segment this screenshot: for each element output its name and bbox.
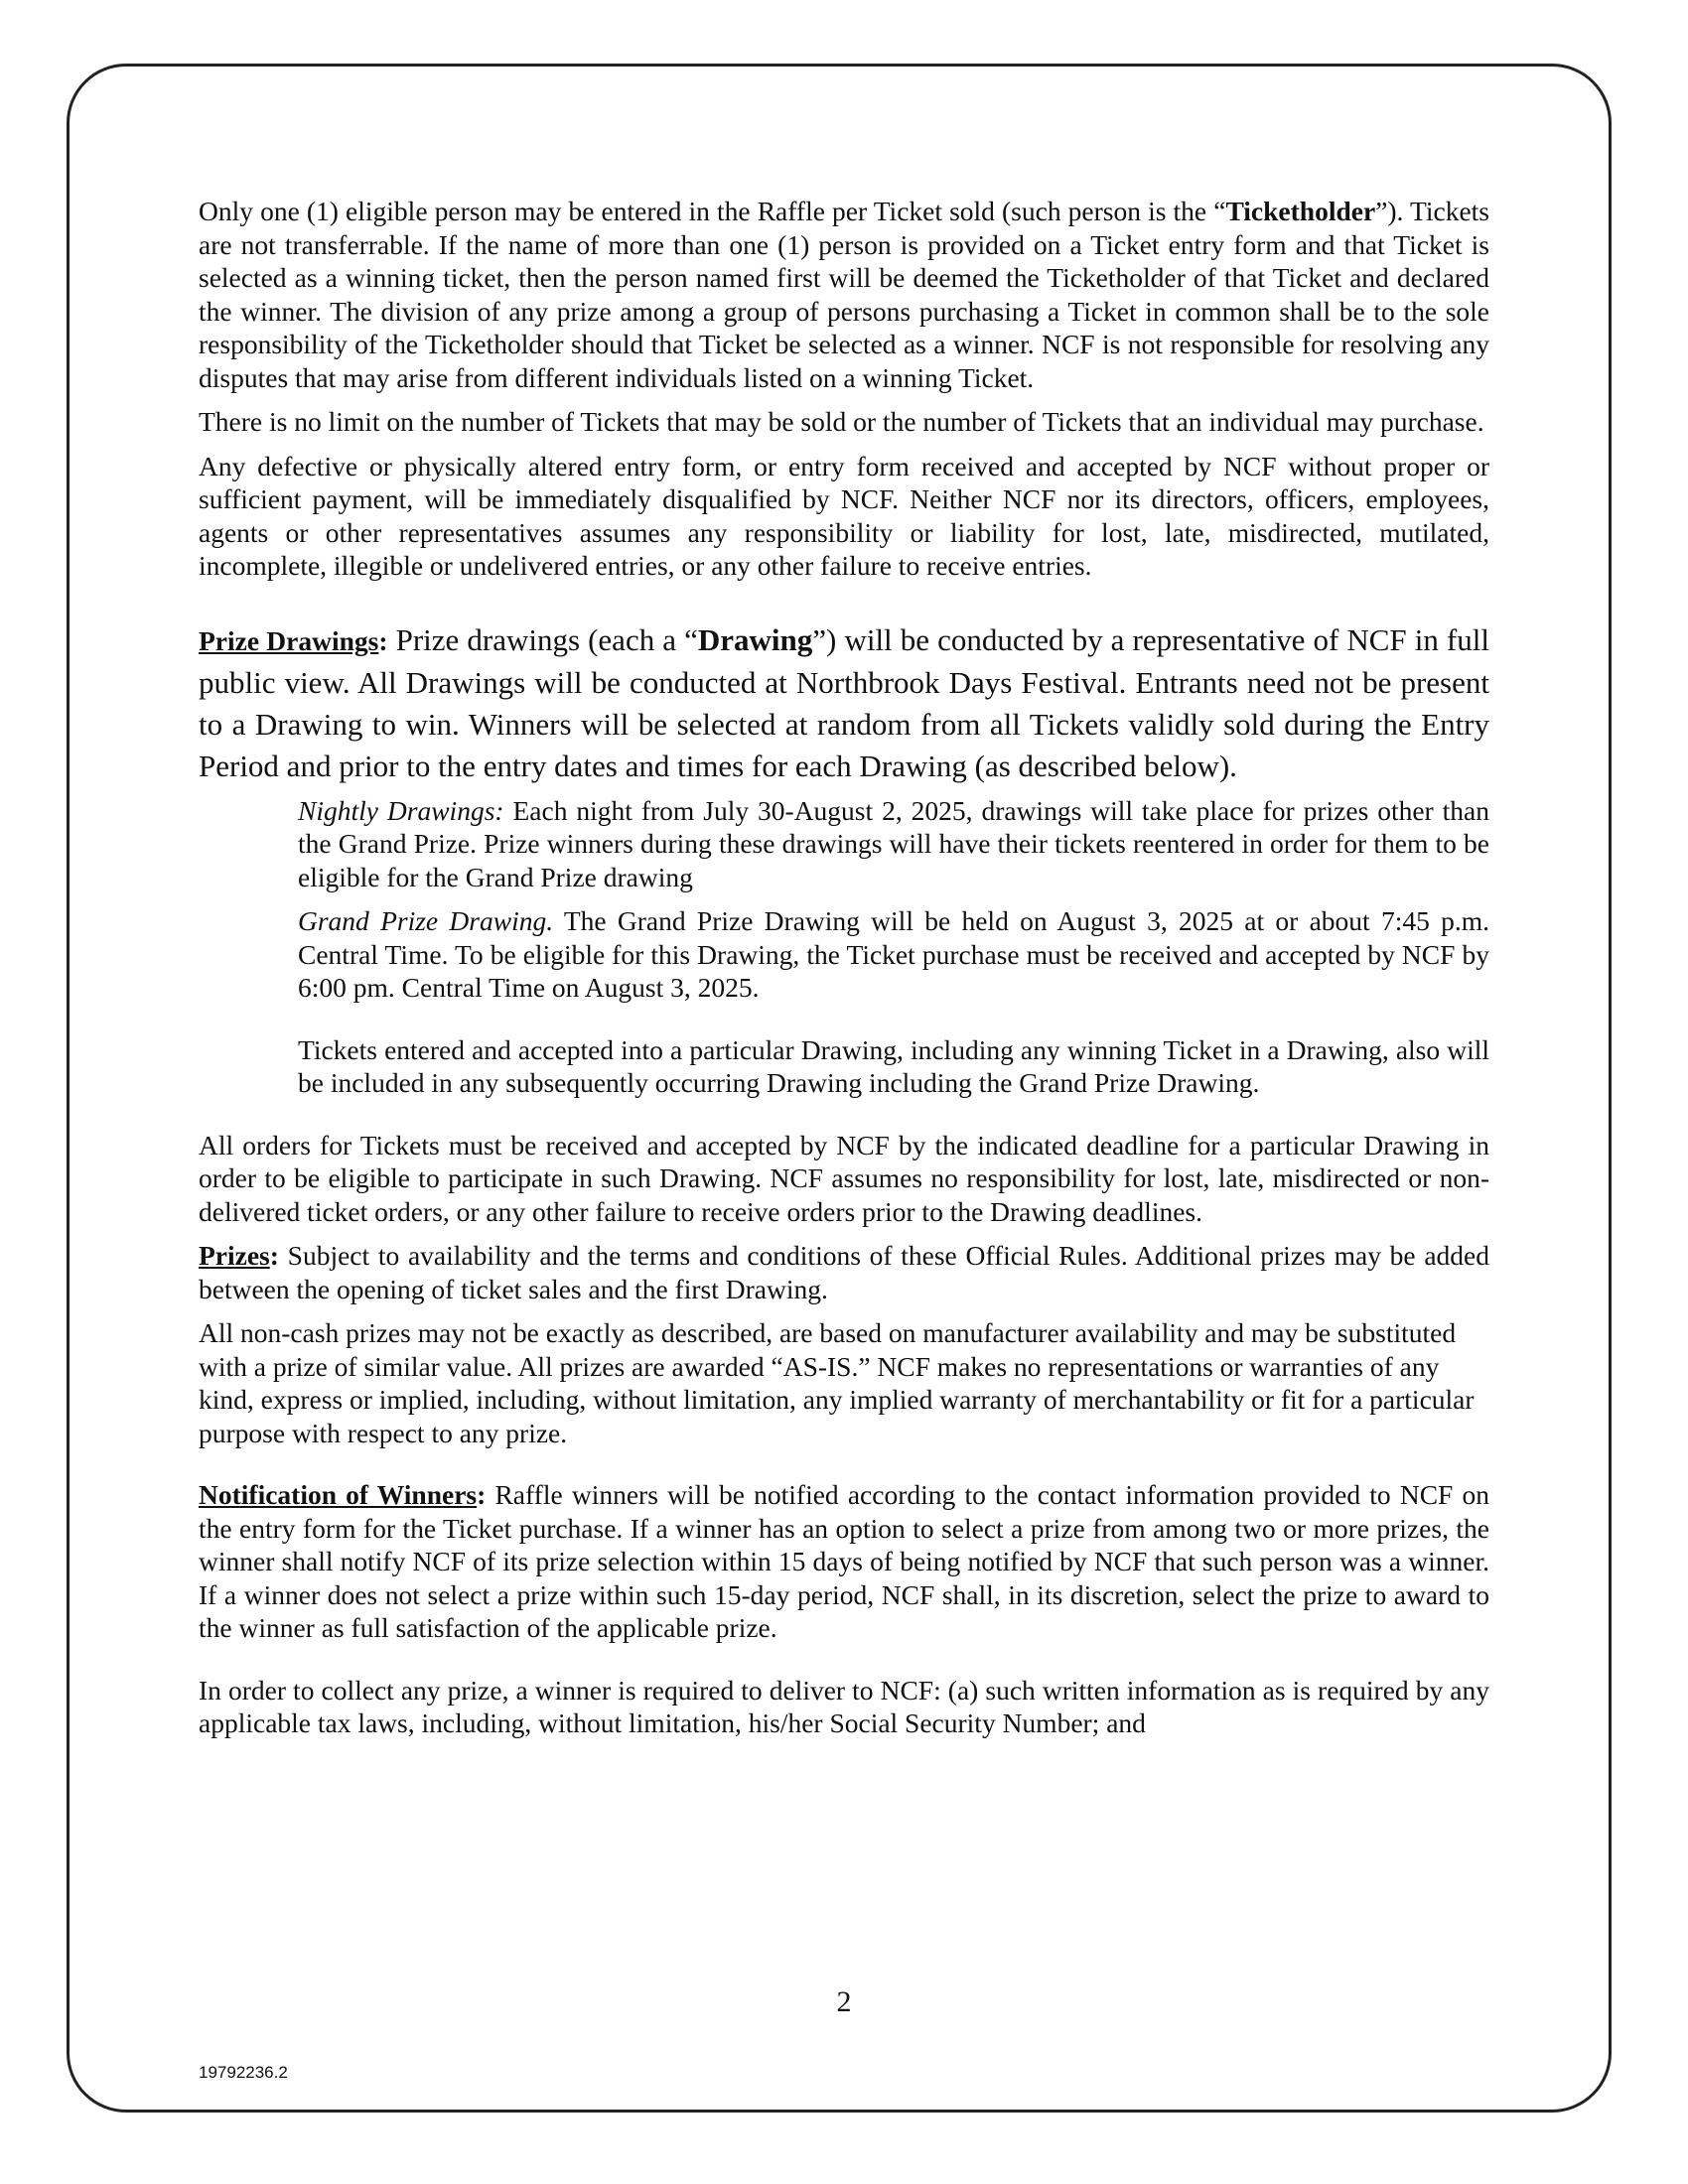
nightly-drawings-paragraph: Nightly Drawings: Each night from July 30-August 2, 2025, drawings will take place for prizes other than the Grand Prize. Prize winners during these drawings will have their tickets reentered in order for them to be eligible for the Grand Prize drawing xyxy=(298,794,1489,892)
all-orders-paragraph: All orders for Tickets must be received and accepted by NCF by the indicated deadline for a particular Drawing in order to be eligible to participate in such Drawing. NCF assumes no responsibility for lost, late, misdirected or non-delivered ticket orders, or any other failure to receive orders prior to the Drawing deadlines. xyxy=(199,1129,1489,1227)
prize-drawings-heading: Prize Drawings xyxy=(199,624,379,656)
notification-heading: Notification of Winners xyxy=(199,1479,478,1510)
nightly-drawings-label: Nightly Drawings: xyxy=(298,794,504,826)
page-number: 2 xyxy=(836,1985,852,2018)
notification-paragraph: Notification of Winners: Raffle winners will be notified according to the contact information provided to NCF on the entry form for the Ticket purchase. If a winner has an option to select a prize from among two or more prizes, the winner shall notify NCF of its prize selection within 15 days of being notified by NCF that such person was a winner. If a winner does not select a prize within such 15-day period, NCF shall, in its discretion, select the prize to award to the winner as full satisfaction of the applicable prize. xyxy=(199,1479,1489,1643)
collect-prize-paragraph: In order to collect any prize, a winner is required to deliver to NCF: (a) such written information as is required by any applicable tax laws, including, without limitation, his/her Social Security Number; and xyxy=(199,1674,1489,1738)
grand-prize-drawing-label: Grand Prize Drawing. xyxy=(298,905,554,936)
ticketholder-paragraph: Only one (1) eligible person may be entered in the Raffle per Ticket sold (such person is the “Ticketholder”). Tickets are not transferrable. If the name of more than one (1) person is provided on a Ticket entry form and that Ticket is selected as a winning ticket, then the person named first will be deemed the Ticketholder of that Ticket and declared the winner. The division of any prize among a group of persons purchasing a Ticket in common shall be to the sole responsibility of the Ticketholder should that Ticket be selected as a winner. NCF is not responsible for resolving any disputes that may arise from different individuals listed on a winning Ticket. xyxy=(199,196,1489,393)
tickets-entered-paragraph: Tickets entered and accepted into a particular Drawing, including any winning Ticket in a Drawing, also will be included in any subsequently occurring Drawing including the Grand Prize Drawing. xyxy=(298,1033,1489,1098)
prizes-paragraph: Prizes: Subject to availability and the terms and conditions of these Official Rules. Additional prizes may be added between the opening of ticket sales and the first Drawing. xyxy=(199,1240,1489,1304)
document-id: 19792236.2 xyxy=(199,2063,288,2082)
defective-entries-paragraph: Any defective or physically altered entry form, or entry form received and accepted by NCF without proper or sufficient payment, will be immediately disqualified by NCF. Neither NCF nor its directors, officers, employees, agents or other representatives assumes any responsibility or liability for lost, late, misdirected, mutilated, incomplete, illegible or undelivered entries, or any other failure to receive entries. xyxy=(199,450,1489,581)
prize-drawings-paragraph: Prize Drawings: Prize drawings (each a “Drawing”) will be conducted by a representative of NCF in full public view. All Drawings will be conducted at Northbrook Days Festival. Entrants need not be present to a Drawing to win. Winners will be selected at random from all Tickets validly sold during the Entry Period and prior to the entry dates and times for each Drawing (as described below). xyxy=(199,621,1489,783)
ticketholder-term: Ticketholder xyxy=(1225,196,1376,226)
non-cash-prizes-paragraph: All non-cash prizes may not be exactly as described, are based on manufacturer availability and may be substituted with a prize of similar value. All prizes are awarded “AS-IS.” NCF makes no representations or warranties of any kind, express or implied, including, without limitation, any implied warranty of merchantability or fit for a particular purpose with respect to any prize. xyxy=(199,1317,1475,1448)
grand-prize-drawing-paragraph: Grand Prize Drawing. The Grand Prize Drawing will be held on August 3, 2025 at or about 7:45 p.m. Central Time. To be eligible for this Drawing, the Ticket purchase must be received and accepted by NCF by 6:00 pm. Central Time on August 3, 2025. xyxy=(298,905,1490,1003)
prizes-heading: Prizes xyxy=(199,1240,270,1271)
drawing-term: Drawing xyxy=(697,621,813,657)
no-limit-paragraph: There is no limit on the number of Tickets that may be sold or the number of Tickets that an individual may purchase. xyxy=(199,406,1484,437)
document-body xyxy=(199,195,1489,1740)
